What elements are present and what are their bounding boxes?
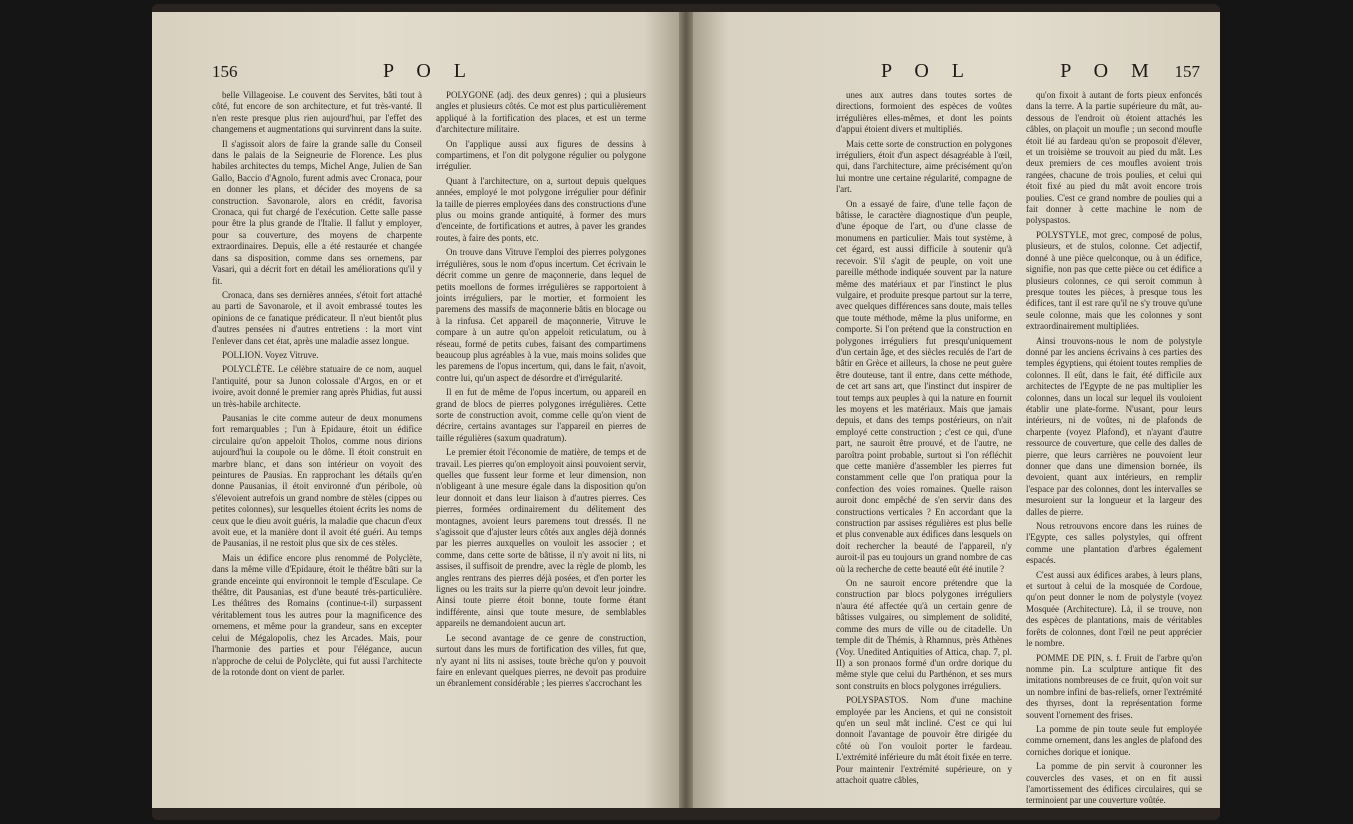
paragraph: belle Villageoise. Le couvent des Servites, bâti tout à côté, fut encore de son architecture, et fut très-vanté. Il n'en reste presque plus rien aujourd'hui, par l'effet des changemens et augmentations qui survinrent dans la suite. xyxy=(212,90,422,135)
left-running-title: P O L xyxy=(382,60,476,82)
paragraph: La pomme de pin toute seule fut employée comme ornement, dans les angles de plafond des corniches dorique et ionique. xyxy=(1026,723,1202,757)
paragraph: On l'applique aussi aux figures de dessins à compartimens, et l'on dit polygone régulier ou polygone irrégulier. xyxy=(436,138,646,172)
paragraph: POLLION. Voyez Vitruve. xyxy=(222,349,319,360)
paragraph: On trouve dans Vitruve l'emploi des pierres polygones irrégulières, sous le nom d'opus incertum. Cet écrivain le décrit comme un genre de maçonnerie, dans lequel de petits moellons de formes irrégulières se rapportoient à joints irréguliers, par le mortier, et formoient les paremens des massifs de maçonnerie bâtis en blocage ou à la rinfusa. Cet appareil de maçonnerie, Vitruve le compare à un autre qu'on appeloit reticulatum, ou à réseau, formé de petits cubes, faisant des compartimens beaucoup plus agréables à la vue, mais moins solides que les paremens de l'opus incertum, qui, dans le fait, n'avoit, contre lui, qu'un aspect de désordre et d'irrégularité. xyxy=(436,247,646,383)
paragraph: unes aux autres dans toutes sortes de directions, formoient des espèces de voûtes irrégulières elles-mêmes, et dont les points d'appui étoient divers et multipliés. xyxy=(836,90,1012,135)
right-running-head xyxy=(836,62,1200,90)
left-columns xyxy=(212,90,646,782)
right-column-1 xyxy=(836,90,1012,785)
paragraph: Mais cette sorte de construction en polygones irréguliers, étoit d'un aspect désagréable à l'œil, qui, dans l'architecture, aime précisément qu'on lui montre une certaine régularité, compagne de l'art. xyxy=(836,138,1012,195)
book-binding xyxy=(679,12,693,808)
right-running-title: P O L xyxy=(880,60,974,82)
paragraph: Cronaca, dans ses dernières années, s'étoit fort attaché au parti de Savonarole, et il avoit embrassé toutes les opinions de ce fanatique prédicateur. Il n'eut bientôt plus d'autres pensées ni d'autres entretiens : la mort vint l'enlever dans cet état, après une maladie assez longue. xyxy=(212,289,422,346)
paragraph: POLYSTYLE, mot grec, composé de polus, plusieurs, et de stulos, colonne. Cet adjectif, donné à une pièce quelconque, ou à un édifice, signifie, non pas que cette pièce ou cet édifice a plusieurs colonnes, ce qui seroit commun à presque toutes les pièces, à presque tous les édifices, tant il est rare qu'il ne s'y trouve qu'une seule colonne, mais que les colonnes y sont extraordinairement multipliées. xyxy=(1026,229,1202,332)
left-column-2 xyxy=(436,90,646,782)
paragraph: On ne sauroit encore prétendre que la construction par blocs polygones irréguliers n'aura été affectée qu'à un certain genre de bâtisses vulgaires, ou simplement de solidité, comme des murs de ville ou de citadelle. Un temple dit de Thémis, à Rhamnus, près Athènes (Voy. Unedited Antiquities of Attica, chap. 7, pl. II) a son pronaos formé d'un ordre dorique du même style que celui du Parthénon, et ses murs sont construits en blocs polygones irréguliers. xyxy=(836,578,1012,691)
paragraph: Il s'agissoit alors de faire la grande salle du Conseil dans le palais de la Seigneurie de Florence. Les plus habiles architectes du temps, Michel Ange, Julien de San Gallo, Baccio d'Agnolo, furent admis avec Cronaca, pour en donner les plans, et décider des moyens de sa construction. Savonarole, alors en crédit, favorisa Cronaca, qui fut chargé de l'exécution. Cette salle passe pour être la plus grande de l'Italie. Il fallut y employer, pour sa couverture, des moyens de charpente extraordinaires. Depuis, elle a été restaurée et changée dans sa disposition, comme dans ses ornemens, par Vasari, qui a décrit fort en détail les améliorations qu'il y fit. xyxy=(212,138,422,286)
open-book xyxy=(152,4,1220,820)
paragraph: Quant à l'architecture, on a, surtout depuis quelques années, employé le mot polygone irrégulier pour définir la taille de pierres employées dans des constructions d'une plus ou moins grande antiquité, à former des murs d'enceinte, de fortifications et autres, à paver les grandes routes, à faire des ponts, etc. xyxy=(436,175,646,243)
paragraph: C'est aussi aux édifices arabes, à leurs plans, et surtout à celui de la mosquée de Cordoue, qu'on peut donner le nom de polystyle (voyez Mosquée (Architecture). Là, il se trouve, non des espèces de plantations, mais de véritables forêts de colonnes, dont l'œil ne peut apprécier le nombre. xyxy=(1026,569,1202,649)
paragraph: qu'on fixoit à autant de forts pieux enfoncés dans la terre. A la partie supérieure du mât, au-dessous de l'endroit où étoient attachés les câbles, on plaçoit un moufle ; un second moufle étoit lié au fardeau qu'on se proposoit d'élever, et un troisième se trouvoit au pied du mât. Les deux premiers de ces moufles avoient trois rangées, chacune de trois poulies, et celui qui étoit fixé au pied du mât avoit encore trois poulies. C'est ce grand nombre de poulies qui a fait donner à cette machine le nom de polyspastos. xyxy=(1026,90,1202,226)
right-column-2 xyxy=(1026,90,1202,806)
left-page xyxy=(152,12,687,808)
left-page-number: 156 xyxy=(212,62,238,81)
left-column-1 xyxy=(212,90,422,782)
right-page-number: 157 xyxy=(1174,62,1200,81)
paragraph: Mais un édifice encore plus renommé de Polyclète, dans la même ville d'Epidaure, étoit le théâtre bâti sur la grande enceinte qui environnoit le temple d'Esculape. Ce théâtre, dit Pausanias, est d'une beauté très-particulière. Les théâtres des Romains (continue-t-il) surpassent véritablement tous les autres pour la magnificence des ornemens, et même pour la grandeur, sans en excepter celui de Mégalopolis, chez les Arcades. Mais, pour l'harmonie des parties et pour l'élégance, aucun n'approche de celui de Polyclète, qui fut aussi l'architecte de la rotonde dont on vient de parler. xyxy=(212,552,422,677)
paragraph: POMME DE PIN, s. f. Fruit de l'arbre qu'on nomme pin. La sculpture antique fit des imitations nombreuses de ce fruit, qu'on voit sur un nombre infini de bas-reliefs, orner l'extrémité des thyrses, dont la représentation forme souvent l'ornement des frises. xyxy=(1026,652,1202,720)
paragraph: Nous retrouvons encore dans les ruines de l'Egypte, ces salles polystyles, qui offrent comme une plantation d'arbres également espacés. xyxy=(1026,521,1202,566)
paragraph: POLYCLÈTE. Le célèbre statuaire de ce nom, auquel l'antiquité, pour sa Junon colossale d'Argos, en or et ivoire, avoit donné le premier rang après Phidias, fut aussi un très-habile architecte. xyxy=(212,364,422,409)
paragraph: POLYGONE (adj. des deux genres) ; qui a plusieurs angles et plusieurs côtés. Ce mot est plus particulièrement appliqué à la fortification des places, et est un terme d'architecture militaire. xyxy=(436,90,646,135)
paragraph: POLYSPASTOS. Nom d'une machine employée par les Anciens, et qui ne consistoit qu'en un seul mât incliné. C'est ce qui lui donnoit l'avantage de pouvoir être dirigée du côté où l'on vouloit porter le fardeau. L'extrémité inférieure du mât étoit fixée en terre. Pour maintenir l'extrémité supérieure, on y attachoit quatre câbles, xyxy=(836,695,1012,785)
paragraph: Le premier étoit l'économie de matière, de temps et de travail. Les pierres qu'on employoit ainsi pouvoient servir, quelles que fussent leur forme et leur dimension, non n'obligeant à une mesure égale dans la disposition qu'on leur donnoit et dans leur liaison à d'autres pierres. Ces pierres, formées ordinairement du délitement des montagnes, avoient leurs paremens tout dressés. Il ne s'agissoit que d'ajuster leurs côtés aux angles déjà donnés par les pierres auxquelles on vouloit les associer ; et comme, dans cette sorte de bâtisse, il n'y avoit ni lits, ni assises, il suffisoit de prendre, avec la règle de plomb, les angles rentrans des pierres déjà posées, et d'en porter les lignes ou les traits sur la pierre qu'on devoit leur joindre. Ainsi toute pierre étoit bonne, toute forme étant indifférente, ainsi que toute mesure, de semblables appareils ne demandoient aucun art. xyxy=(436,447,646,629)
right-secondary-title: P O M xyxy=(1060,60,1158,82)
left-running-head xyxy=(212,62,646,90)
paragraph: Le second avantage de ce genre de construction, surtout dans les murs de fortification des villes, fut que, n'y ayant ni lits ni assises, toute brèche qu'on y pouvoit faire en enlevant quelques pierres, ne devoit pas produire un ébranlement considérable ; les pierres s'accrochant les xyxy=(436,632,646,689)
right-columns xyxy=(836,90,1202,806)
paragraph: Il en fut de même de l'opus incertum, ou appareil en grand de blocs de pierres polygones irrégulières. Cette sorte de construction avoit, comme celle qu'on vient de décrire, certains avantages sur l'appareil en pierres de taille régulières (saxum quadratum). xyxy=(436,387,646,443)
paragraph: Pausanias le cite comme auteur de deux monumens fort remarquables ; l'un à Epidaure, étoit un édifice circulaire qu'on appeloit Tholos, comme nous dirions aujourd'hui la coupole ou le dôme. Il étoit construit en marbre blanc, et dans son intérieur on voyoit des peintures de Pausias. En rapprochant les détails qu'en donne Pausanias, il étoit environné d'un péribole, où s'élevoient autrefois un grand nombre de stèles (cippes ou petites colonnes), sur lesquelles étoient écrits les noms de ceux que le dieu avoit guéris, la maladie que chacun d'eux avoit eue, et la manière dont il avoit été guéri. Au temps de Pausanias, il ne restoit plus que six de ces stèles. xyxy=(212,412,422,549)
paragraph: La pomme de pin servit à couronner les couvercles des vases, et on en fit aussi l'amortissement des édifices circulaires, qui se terminoient par une couverture voûtée. xyxy=(1026,761,1202,806)
right-page xyxy=(686,12,1220,808)
paragraph: Ainsi trouvons-nous le nom de polystyle donné par les anciens écrivains à ces parties des temples égyptiens, qui étoient toutes remplies de colonnes. Il eût, dans le fait, été difficile aux architectes de l'Egypte de ne pas multiplier les colonnes, dans un local sur lequel ils vouloient établir une plate-forme. N'usant, pour leurs intérieurs, ni de voûtes, ni de plafonds de charpente (voyez Plafond), et n'ayant d'autre ressource de couverture, que celle des dalles de pierre, que leurs carrières ne pouvoient leur donner que dans une dimension bornée, ils devoient, quant aux intérieurs, en remplir l'espace par des colonnes, dont les intervalles se mesuroient sur la longueur et la largeur des dalles de pierre. xyxy=(1026,335,1202,517)
paragraph: On a essayé de faire, d'une telle façon de bâtisse, le caractère diagnostique d'un peuple, d'une époque de l'art, ou d'une classe de monumens en particulier. Mais tout système, à cet égard, est aussi difficile à soutenir qu'à recevoir. S'il s'agit de peuple, on voit une pareille méthode indiquée souvent par la nature même des matériaux et par l'instinct le plus vulgaire, et produite presque partout sur la terre, avec quelques différences sans doute, mais telles que toute méthode, même la plus uniforme, en comporte. Si l'on prétend que la construction en polygones irréguliers fut presqu'uniquement d'un certain âge, et des siècles reculés de l'art de bâtir en Grèce et ailleurs, la chose ne peut guère être douteuse, tant il entre, dans cette méthode, de cet art sans art, que l'instinct dut inspirer de tout temps aux peuples à qui la nature en fournit les moyens et les matériaux. Mais que jamais depuis, et dans des temps postérieurs, on n'ait employé cette construction ; c'est ce qui, d'une part, ne sauroit être prouvé, et de l'autre, ne paroîtra point probable, surtout si l'on réfléchit que cette manière d'assembler les pierres fut constamment celle que l'on pratiqua pour la confection des voies romaines. Quelle raison auroit donc empêché de s'en servir dans des constructions verticales ? En accordant que la construction par assises régulières est plus belle et plus convenable aux édifices dans lesquels on doit rechercher la beauté de l'appareil, n'y auroit-il pas eu toujours un grand nombre de cas où la recherche de cette beauté eût été inutile ? xyxy=(836,198,1012,574)
